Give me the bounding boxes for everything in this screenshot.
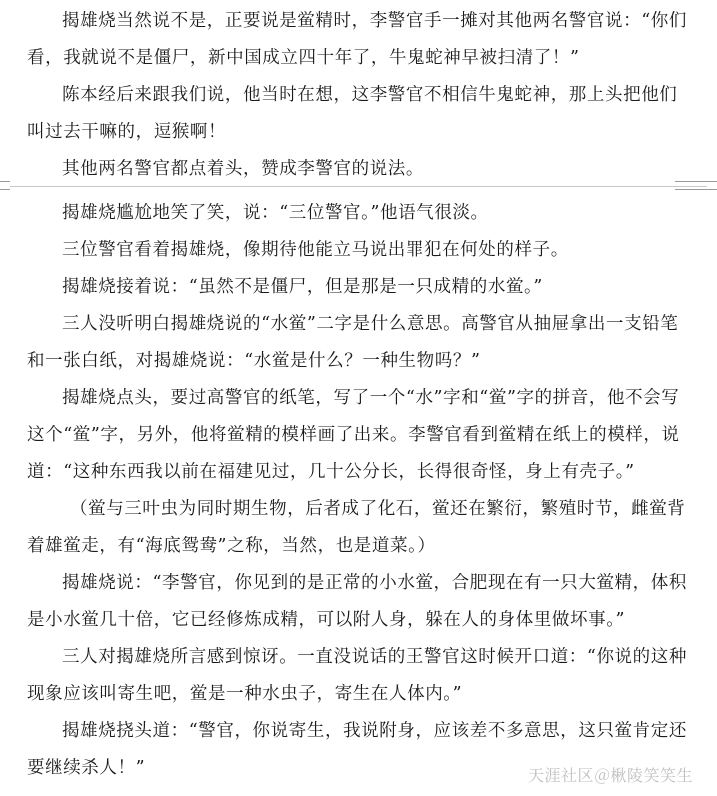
page-break-divider (10, 186, 707, 187)
paragraph-6: 揭雄烧接着说：“虽然不是僵尸，但是那是一只成精的水鲎。” (62, 277, 543, 297)
paragraph-7: 三人没听明白揭雄烧说的“水鲎”二字是什么意思。高警官从抽屉拿出一支铅笔和一张白纸，对揭雄烧说：“水鲎是什么？一种生物吗？” (27, 314, 679, 371)
paragraph-3: 其他两名警官都点着头，赞成李警官的说法。 (62, 159, 424, 179)
paragraph-10: 揭雄烧说：“李警官，你见到的是正常的小水鲎，合肥现在有一只大鲎精，体积是小水鲎几十倍，它已经修炼成精，可以附人身，躲在人的身体里做坏事。” (27, 573, 687, 630)
paragraph-1: 揭雄烧当然说不是，正要说是鲎精时，李警官手一摊对其他两名警官说：“你们看，我就说不是僵尸，新中国成立四十年了，牛鬼蛇神早被扫清了！” (27, 11, 687, 68)
paragraph-8: 揭雄烧点头，要过高警官的纸笔，写了一个“水”字和“鲎”字的拼音，他不会写这个“鲎”字，另外，他将鲎精的模样画了出来。李警官看到鲎精在纸上的模样，说道：“这种东西我以前在福建见过，几十公分长，长得很奇怪，身上有壳子。” (27, 388, 680, 482)
paragraph-9-note: （鲎与三叶虫为同时期生物，后者成了化石，鲎还在繁衍，繁殖时节，雌鲎背着雄鲎走，有“海底鸳鸯”之称，当然，也是道菜。） (27, 499, 686, 556)
page-corner-mark-right (675, 181, 717, 190)
paragraph-11: 三人对揭雄烧所言感到惊讶。一直没说话的王警官这时候开口道：“你说的这种现象应该叫寄生吧，鲎是一种水虫子，寄生在人体内。” (27, 647, 687, 704)
watermark-text: 天涯社区＠楸陵笑笑生 (528, 766, 694, 785)
paragraph-5: 三位警官看着揭雄烧，像期待他能立马说出罪犯在何处的样子。 (62, 240, 569, 260)
page-corner-mark-left (0, 181, 10, 190)
paragraph-2: 陈本经后来跟我们说，他当时在想，这李警官不相信牛鬼蛇神，那上头把他们叫过去干嘛的，逗猴啊！ (27, 85, 678, 142)
paragraph-4: 揭雄烧尴尬地笑了笑，说：“三位警官。”他语气很淡。 (62, 203, 489, 223)
paragraph-12: 揭雄烧挠头道：“警官，你说寄生，我说附身，应该差不多意思，这只鲎肯定还要继续杀人！” (27, 721, 687, 778)
